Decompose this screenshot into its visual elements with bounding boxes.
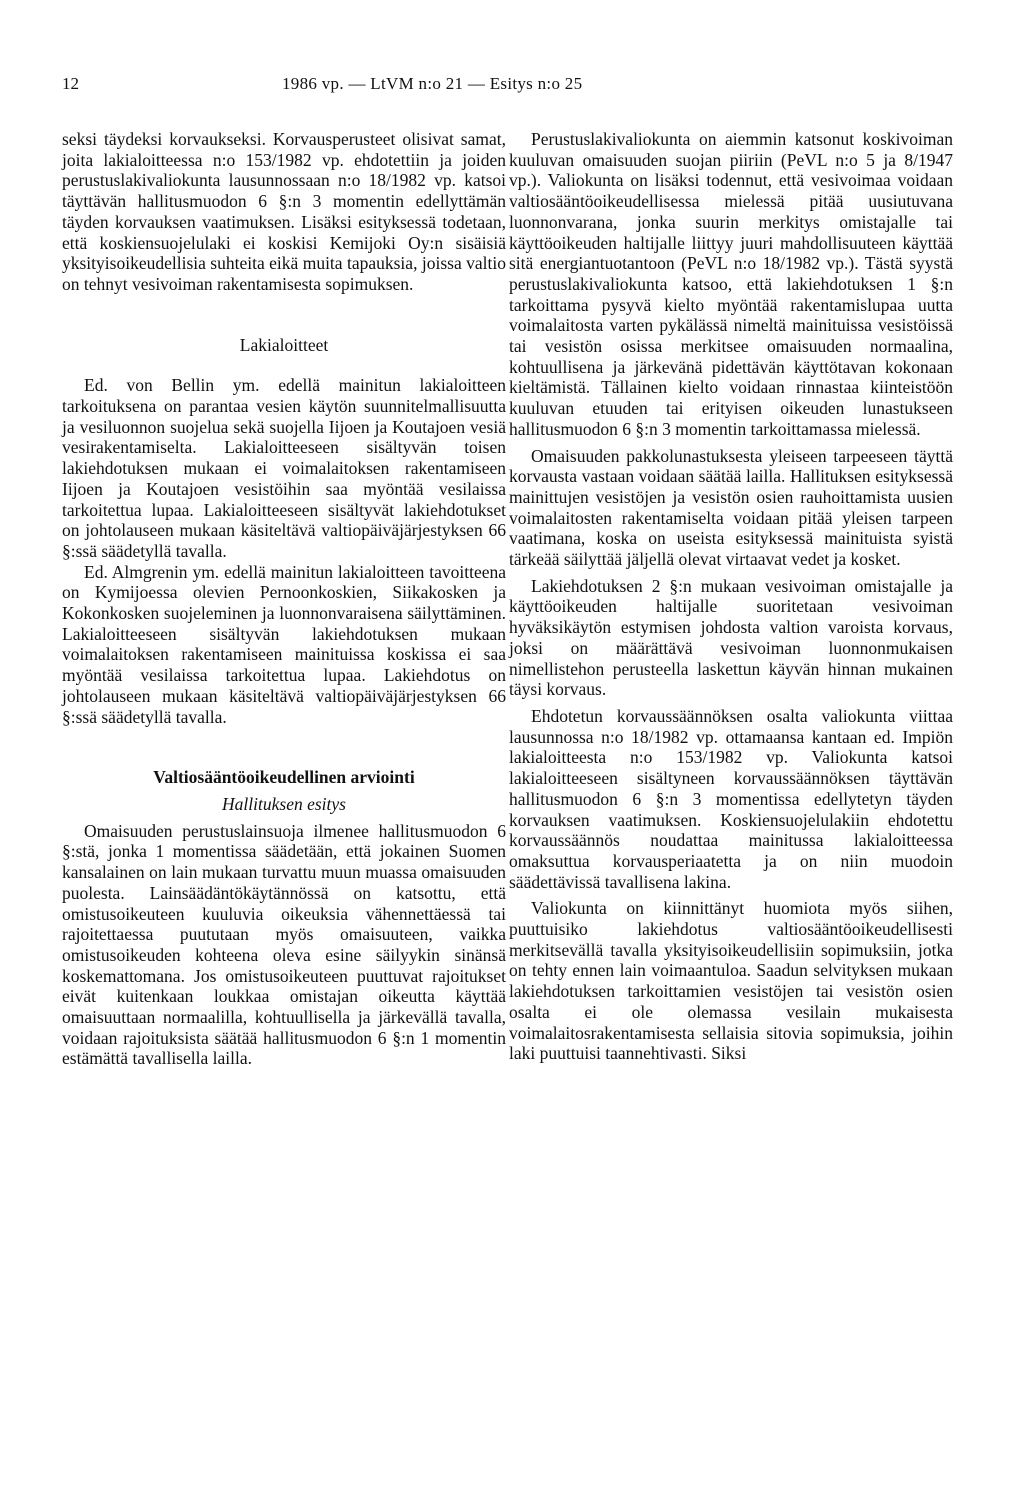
page-header bbox=[0, 74, 1024, 104]
paragraph: Ed. Almgrenin ym. edellä mainitun lakialoitteen tavoitteena on Kymijoessa olevien Pernoonkoskien, Siikakosken ja Kokonkosken suojeleminen ja luonnonvaraisena säilyttäminen. Lakialoitteeseen sisältyvän lakiehdotuksen mukaan voimalaitoksen rakentamiseen mainituissa koskissa ei saa myöntää vesilaissa tarkoitettua lupaa. Lakiehdotus on johtolauseen mukaan käsiteltävä valtiopäiväjärjestyksen 66 §:ssä säädetyllä tavalla. bbox=[62, 561, 506, 727]
paragraph: Valiokunta on kiinnittänyt huomiota myös siihen, puuttuisiko lakiehdotus valtiosääntöoikeudellisesti merkitsevällä tavalla yksityisoikeudellisiin sopimuksiin, jotka on tehty ennen lain voimaantuloa. Saadun selvityksen mukaan lakiehdotuksen tarkoittamien vesistöjen tai vesistön osien osalta ei ole olemassa vesilain mukaisesta voimalaitosrakentamisesta sellaisia sitovia sopimuksia, joihin laki puuttuisi taannehtivasti. Siksi bbox=[509, 898, 953, 1064]
subheading-hallituksen-esitys: Hallituksen esitys bbox=[222, 793, 346, 814]
page-number: 12 bbox=[62, 74, 79, 93]
right-column bbox=[509, 129, 953, 1064]
paragraph: Perustuslakivaliokunta on aiemmin katsonut koskivoiman kuuluvan omaisuuden suojan piiriin (PeVL n:o 5 ja 8/1947 vp.). Valiokunta on lisäksi todennut, että vesivoimaa voidaan valtiosääntöoikeudellisessa mielessä pitää uusiutuvana luonnonvarana, jonka suurin merkitys omistajalle tai käyttöoikeuden haltijalle liittyy juuri mahdollisuuteen käyttää sitä energiantuotantoon (PeVL n:o 18/1982 vp.). Tästä syystä perustuslakivaliokunta katsoo, että lakiehdotuksen 1 §:n tarkoittama pysyvä kielto myöntää rakentamislupaa uutta voimalaitosta varten pykälässä nimeltä mainituissa vesistöissä tai vesistön osissa merkitsee omaisuuden normaalina, kohtuullisena ja järkevänä pidettävän käyttötavan kokonaan kieltämistä. Tällainen kielto voidaan rinnastaa kiinteistöön kuuluvan etuuden tai erityisen oikeuden lunastukseen hallitusmuodon 6 §:n 3 momentin tarkoittamassa mielessä. bbox=[509, 129, 953, 439]
running-head: 1986 vp. — LtVM n:o 21 — Esitys n:o 25 bbox=[282, 74, 583, 93]
paragraph: seksi täydeksi korvaukseksi. Korvausperusteet olisivat samat, joita lakialoitteessa n:o 153/1982 vp. ehdotettiin ja joiden perustuslakivaliokunta lausunnossaan n:o 18/1982 vp. katsoi täyttävän hallitusmuodon 6 §:n 3 momentin edellyttämän täyden korvauksen vaatimuksen. Lisäksi esityksessä todetaan, että koskiensuojelulaki ei koskisi Kemijoki Oy:n sisäisiä yksityisoikeudellisia suhteita eikä muita tapauksia, joissa valtio on tehnyt vesivoiman rakentamisesta sopimuksen. bbox=[62, 129, 506, 294]
paragraph: Ehdotetun korvaussäännöksen osalta valiokunta viittaa lausunnossa n:o 18/1982 vp. ottamaansa kantaan ed. Impiön lakialoitteesta n:o 153/1982 vp. Valiokunta katsoi lakialoitteeseen sisältyneen korvaussäännöksen täyttävän hallitusmuodon 6 §:n 3 momentissa edellytetyn täyden korvauksen vaatimuksen. Koskiensuojelulakiin ehdotettu korvaussäännös noudattaa mainitussa lakialoitteessa omaksuttua korvausperiaatetta ja on niin muodoin säädettävissä tavallisena lakina. bbox=[509, 705, 953, 892]
paragraph: Lakiehdotuksen 2 §:n mukaan vesivoiman omistajalle ja käyttöoikeuden haltijalle suoritetaan vesivoiman hyväksikäytön estymisen johdosta valtion varoista korvaus, joksi on määrättävä vesivoiman luonnonmukaisen nimellistehon perusteella laskettun käyvän hinnan mukainen täysi korvaus. bbox=[509, 575, 953, 700]
paragraph: Omaisuuden perustuslainsuoja ilmenee hallitusmuodon 6 §:stä, jonka 1 momentissa säädetään, että jokainen Suomen kansalainen on lain mukaan turvattu muun muassa omaisuuden puolesta. Lainsäädäntökäytännössä on katsottu, että omistusoikeuteen kuuluvia oikeuksia vähennettäessä tai rajoitettaessa puututaan myös omaisuuteen, vaikka omistusoikeuden kohteena oleva esine säilyykin sinänsä koskemattomana. Jos omistusoikeuteen puuttuvat rajoitukset eivät kuitenkaan loukkaa omistajan oikeutta käyttää omaisuuttaan normaalilla, kohtuullisella ja järkevällä tavalla, voidaan rajoituksista säätää hallitusmuodon 6 §:n 1 momentin estämättä tavallisella lailla. bbox=[62, 820, 506, 1069]
left-column bbox=[62, 129, 506, 1069]
section-heading-valtiosaantooikeudellinen: Valtiosääntöoikeudellinen arviointi bbox=[153, 767, 415, 788]
paragraph: Ed. von Bellin ym. edellä mainitun lakialoitteen tarkoituksena on parantaa vesien käytön suunnitelmallisuutta ja vesiluonnon suojelua sekä suojella Iijoen ja Koutajoen vesiä vesirakentamiselta. Lakialoitteeseen sisältyvän toisen lakiehdotuksen mukaan ei voimalaitoksen rakentamiseen Iijoen ja Koutajoen vesistöihin saa myöntää vesilaissa tarkoitettua lupaa. Lakialoitteeseen sisältyvät lakiehdotukset on johtolauseen mukaan käsiteltävä valtiopäiväjärjestyksen 66 §:ssä säädetyllä tavalla. bbox=[62, 375, 506, 561]
section-heading-lakialoitteet: Lakialoitteet bbox=[239, 334, 329, 355]
paragraph: Omaisuuden pakkolunastuksesta yleiseen tarpeeseen täyttä korvausta vastaan voidaan säätää lailla. Hallituksen esityksessä mainittujen vesistöjen ja vesistön osien rauhoittamista uusien voimalaitosten rakentamiselta voidaan pitää yleisen tarpeen vaatimana, koska on useista esityksessä mainituista syistä tärkeää säilyttää jäljellä olevat virtaavat vedet ja kosket. bbox=[509, 445, 953, 570]
